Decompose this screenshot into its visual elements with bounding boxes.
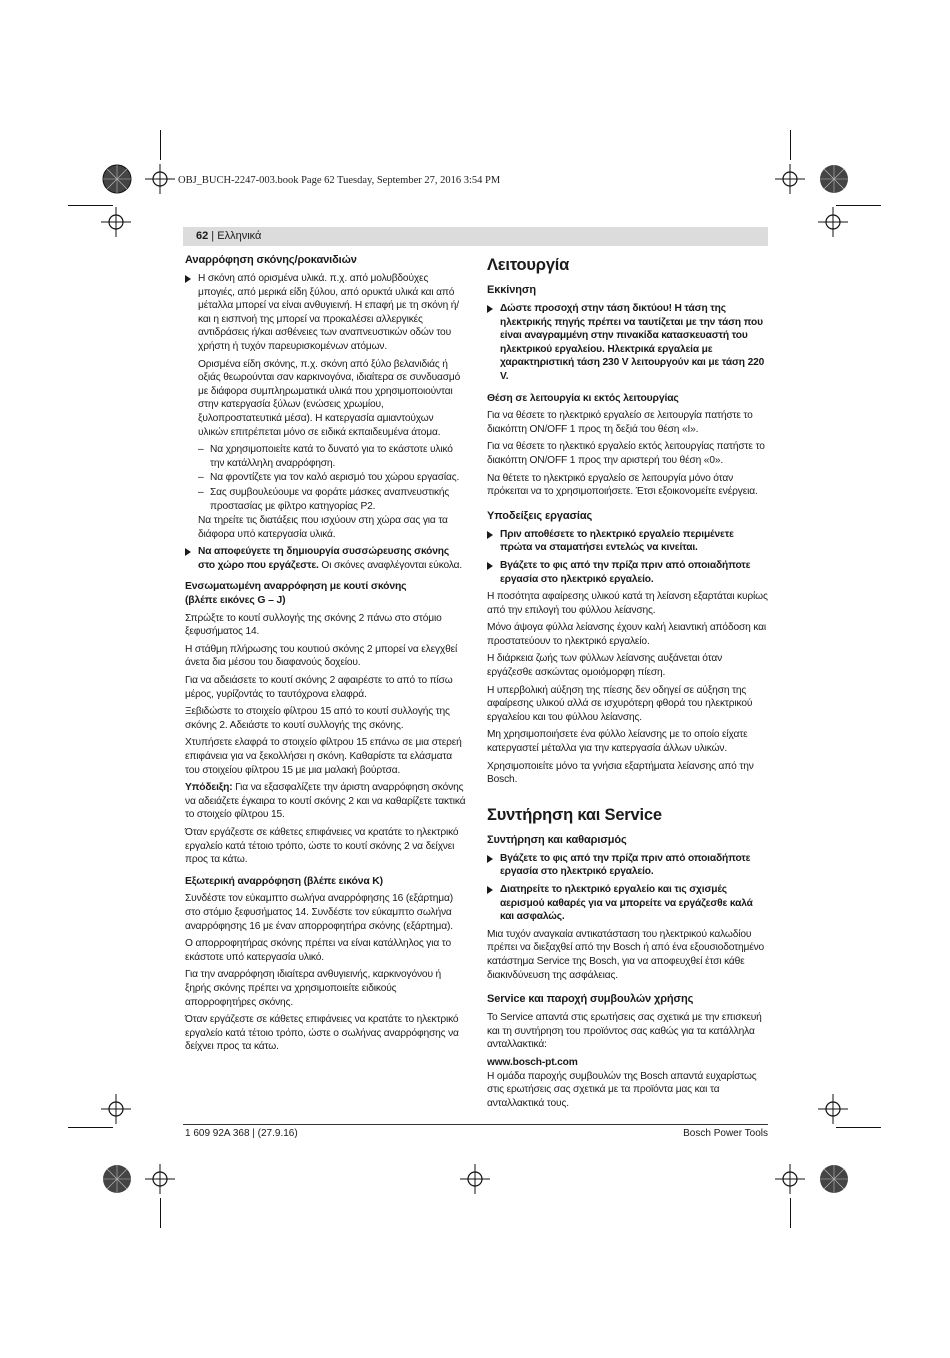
section-heading: Συντήρηση και καθαρισμός <box>487 833 627 846</box>
paragraph: Ο απορροφητήρας σκόνης πρέπει να είναι κατάλληλος για το εκάστοτε υπό κατεργασία υλικό. <box>185 938 452 963</box>
bullet-triangle-icon <box>487 562 493 570</box>
paragraph: Να τηρείτε τις διατάξεις που ισχύουν στη χώρα σας για τα διάφορα υπό κατεργασία υλικά. <box>198 515 448 540</box>
bullet-triangle-icon <box>185 275 191 283</box>
warning-text: Να αποφεύγετε τη δημιουργία συσσώρευσης σκόνης στο χώρο που εργάζεστε. <box>198 546 449 571</box>
paragraph: Χτυπήσετε ελαφρά το στοιχείο φίλτρου 15 επάνω σε μια στερεή επιφάνεια για να ξεκολλήσει η σκόνη. Καθαρίστε τα ελάσματα του στοιχείου φίλτρου 15 με μια μαλακή βούρτσα. <box>185 737 462 776</box>
paragraph: Η στάθμη πλήρωσης του κουτιού σκόνης 2 μπορεί να ελεγχθεί άνετα δια μέσου του διαφανούς δοχείου. <box>185 643 458 669</box>
print-info: OBJ_BUCH-2247-003.book Page 62 Tuesday, September 27, 2016 3:54 PM <box>178 175 501 186</box>
warning-text: Βγάζετε το φις από την πρίζα πριν από οποιαδήποτε εργασία στο ηλεκτρικό εργαλείο. <box>500 852 751 878</box>
registration-mark-icon <box>101 1163 133 1195</box>
note-text: Για να εξασφαλίζετε την άριστη αναρρόφηση σκόνης να αδειάζετε έγκαιρα το κουτί σκόνης 2 και να καθαρίζετε τακτικά το στοιχείο φίλτρου 15. <box>185 782 466 821</box>
bullet-item <box>487 883 768 924</box>
paragraph: Να θέτετε το ηλεκτρικό εργαλείο σε λειτουργία μόνο όταν πρόκειται να το χρησιμοποιήσετε. Έτσι εξοικονομείτε ενέργεια. <box>487 472 758 498</box>
paragraph: Οι σκόνες αναφλέγονται εύκολα. <box>318 559 463 571</box>
crop-mark <box>160 1198 161 1228</box>
bullet-item <box>487 528 768 555</box>
crop-mark <box>836 205 881 206</box>
warning-text: Διατηρείτε το ηλεκτρικό εργαλείο και τις σχισμές αερισμού καθαρές για να μπορείτε να εργάζεσθε καλά και ασφαλώς. <box>500 884 753 923</box>
bullet-triangle-icon <box>487 531 493 539</box>
heading-line: Ενσωματωμένη αναρρόφηση με κουτί σκόνης <box>185 581 407 593</box>
crosshair-icon <box>460 1164 490 1194</box>
paragraph: Όταν εργάζεστε σε κάθετες επιφάνειες να κρατάτε το ηλεκτρικό εργαλείο κατά τέτοιο τρόπο, ώστε το κουτί σκόνης 2 να δείχνει προς τα κάτω. <box>185 826 459 866</box>
note-paragraph <box>185 781 466 822</box>
dash-text: Σας συμβουλεύουμε να φοράτε μάσκες αναπνευστικής προστασίας με φίλτρο κατηγορίας P2. <box>210 486 450 512</box>
registration-mark-icon <box>101 163 133 195</box>
crop-mark <box>68 205 113 206</box>
warning-text: Βγάζετε το φις από την πρίζα πριν από οποιαδήποτε εργασία στο ηλεκτρικό εργαλείο. <box>500 559 751 585</box>
registration-mark-icon <box>818 163 850 195</box>
crop-mark <box>790 130 791 160</box>
dash-text: Να φροντίζετε για τον καλό αερισμό του χώρου εργασίας. <box>210 472 460 484</box>
bullet-item <box>487 852 768 879</box>
paragraph: Η σκόνη από ορισμένα υλικά. π.χ. από μολυβδούχες μπογιές, από μερικά είδη ξύλου, από ορυκτά υλικά και από μέταλλα μπορεί να είναι ανθυγιεινή. Η επαφή με τη σκόνη ή/και η εισπνοή της μπορεί να προκαλέσει αλλεργικές αντιδράσεις ή/και ασθένειες των αναπνευστικών οδών του χρήστη ή τυχόν παρευρισκομένων ατόμων. <box>198 273 459 352</box>
crosshair-icon <box>818 207 848 237</box>
paragraph: Η ομάδα παροχής συμβουλών της Bosch απαντά ευχαρίστως στις ερωτήσεις σας σχετικά με τα προϊόντα μας και τα ανταλλακτικά τους. <box>487 1070 757 1109</box>
section-heading: Εκκίνηση <box>487 284 536 296</box>
footer-divider <box>183 1124 768 1125</box>
section-heading: Αναρρόφηση σκόνης/ροκανιδιών <box>185 254 357 266</box>
crop-mark <box>790 1198 791 1228</box>
bullet-item <box>487 559 768 586</box>
subsection-heading: Θέση σε λειτουργία κι εκτός λειτουργίας <box>487 392 679 404</box>
bullet-triangle-icon <box>487 855 493 863</box>
paragraph: Η υπερβολική αύξηση της πίεσης δεν οδηγεί σε αύξηση της αφαίρεσης υλικού αλλά σε ισχυρότερη φθορά του ηλεκτρικού εργαλείου και του φύλλου λείανσης. <box>487 684 753 723</box>
crosshair-icon <box>775 1164 805 1194</box>
paragraph: Η διάρκεια ζωής των φύλλων λείανσης αυξάνεται όταν εργάζεσθε ασκώντας ομοιόμορφη πίεση. <box>487 653 723 679</box>
crosshair-icon <box>101 207 131 237</box>
paragraph: Για να αδειάσετε το κουτί σκόνης 2 αφαιρέστε το από το πίσω μέρος, γυρίζοντάς το ταυτόχρονα ελαφρά. <box>185 675 453 700</box>
paragraph: Το Service απαντά στις ερωτήσεις σας σχετικά με την επισκευή και τη συντήρηση του προϊόντος σας καθώς για τα κατάλληλα ανταλλακτικά: <box>487 1012 762 1051</box>
paragraph: Μια τυχόν αναγκαία αντικατάσταση του ηλεκτρικού καλωδίου πρέπει να διεξαχθεί από την Bosch ή από ένα εξουσιοδοτημένο κατάστημα Service της Bosch, για να αποφευχθεί έτσι κάθε διακινδύνευση της ασφάλειας. <box>487 928 765 981</box>
left-column <box>185 253 466 1058</box>
crosshair-icon <box>145 1164 175 1194</box>
registration-mark-icon <box>818 1163 850 1195</box>
paragraph: Συνδέστε τον εύκαμπτο σωλήνα αναρρόφησης 16 (εξάρτημα) στο στόμιο ξεφυσήματος 14. Συνδέστε τον εύκαμπτο σωλήνα αναρρόφησης 16 με έναν απορροφητήρα σκόνης (εξάρτημα). <box>185 893 453 932</box>
paragraph: Σπρώξτε το κουτί συλλογής της σκόνης 2 πάνω στο στόμιο ξεφυσήματος 14. <box>185 612 442 638</box>
note-label: Υπόδειξη: <box>185 782 233 794</box>
paragraph: Για να θέσετε το ηλεκτικό εργαλείο εκτός λειτουργίας πατήστε το διακόπτη ON/OFF 1 προς την αριστερή του θέση «0». <box>487 441 765 466</box>
warning-text: Πριν αποθέσετε το ηλεκτρικό εργαλείο περιμένετε πρώτα να σταματήσει εντελώς να κινείται. <box>500 528 734 554</box>
bullet-triangle-icon <box>487 305 493 313</box>
language-label: Ελληνικά <box>217 230 262 242</box>
page-number: 62 <box>196 230 209 242</box>
paragraph: Όταν εργάζεστε σε κάθετες επιφάνειες να κρατάτε το ηλεκτρικό εργαλείο κατά τέτοιο τρόπο, ώστε ο σωλήνας αναρρόφησης να δείχνει προς τα κάτω. <box>185 1014 459 1053</box>
crop-mark <box>68 1127 113 1128</box>
bullet-triangle-icon <box>487 886 493 894</box>
page-header: 62 | Ελληνικά <box>183 227 768 246</box>
footer-doc-number: 1 609 92A 368 | (27.9.16) <box>185 1128 298 1139</box>
paragraph: Μη χρησιμοποιήσετε ένα φύλλο λείανσης με το οποίο είχατε κατεργαστεί μέταλλα για την κατεργασία άλλων υλικών. <box>487 729 748 755</box>
dash-item: – Σας συμβουλεύουμε να φοράτε μάσκες αναπνευστικής προστασίας με φίλτρο κατηγορίας P2. <box>198 486 450 512</box>
crosshair-icon <box>775 164 805 194</box>
bullet-triangle-icon <box>185 548 191 556</box>
subsection-heading: Εξωτερική αναρρόφηση (βλέπε εικόνα K) <box>185 875 383 887</box>
dash-item: – Να φροντίζετε για τον καλό αερισμό του χώρου εργασίας. <box>198 472 460 484</box>
crosshair-icon <box>145 164 175 194</box>
crosshair-icon <box>818 1094 848 1124</box>
subsection-heading <box>185 580 466 607</box>
bullet-item <box>487 302 768 384</box>
crosshair-icon <box>101 1094 131 1124</box>
warning-text: Δώστε προσοχή στην τάση δικτύου! Η τάση της ηλεκτρικής πηγής πρέπει να ταυτίζεται με την τάση που είναι αναγραμμένη στην πινακίδα κατασκευαστή του ηλεκτρικού εργαλείου. Ηλεκτρικά εργαλεία με χαρακτηριστική τάση 230 V λειτουργούν και με τάση 220 V. <box>500 303 765 382</box>
section-heading: Υποδείξεις εργασίας <box>487 509 593 522</box>
chapter-heading: Λειτουργία <box>487 256 570 274</box>
crop-mark <box>836 1127 881 1128</box>
heading-line: (βλέπε εικόνες G – J) <box>185 595 286 607</box>
paragraph: Η ποσότητα αφαίρεσης υλικού κατά τη λείανση εξαρτάται κυρίως από την επιλογή του φύλλου λείανσης. <box>487 591 768 616</box>
footer-brand: Bosch Power Tools <box>683 1128 768 1139</box>
paragraph: Για να θέσετε το ηλεκτρικό εργαλείο σε λειτουργία πατήστε το διακόπτη ON/OFF 1 προς τη δεξιά του θέση «I». <box>487 410 753 435</box>
paragraph: Ορισμένα είδη σκόνης, π.χ. σκόνη από ξύλο βελανιδιάς ή οξιάς θεωρούνται σαν καρκινογόνα, ιδιαίτερα σε συνδυασμό με διάφορα συμπληρωματικά υλικά που χρησιμοποιούνται στην κατεργασία ξύλων (ενώσεις χρωμίου, ξυλοπροστατευτικά μέσα). Η κατεργασία αμιαντούχων υλικών επιτρέπεται μόνο σε ειδικά εκπαιδευμένα άτομα. <box>198 358 461 438</box>
dash-item: – Να χρησιμοποιείτε κατά το δυνατό για το εκάστοτε υλικό την κατάλληλη αναρρόφηση. <box>198 444 453 469</box>
section-heading: Service και παροχή συμβουλών χρήσης <box>487 993 694 1006</box>
right-column <box>487 253 768 1114</box>
paragraph: Χρησιμοποιείτε μόνο τα γνήσια εξαρτήματα λείανσης από την Bosch. <box>487 760 754 786</box>
bullet-item <box>185 545 466 572</box>
paragraph: Ξεβιδώστε το στοιχείο φίλτρου 15 από το κουτί συλλογής της σκόνης 2. Αδειάστε το κουτί συλλογής της σκόνης. <box>185 706 450 731</box>
website-link[interactable]: www.bosch-pt.com <box>487 1056 578 1068</box>
paragraph: Για την αναρρόφηση ιδιαίτερα ανθυγιεινής, καρκινογόνου ή ξηρής σκόνης πρέπει να χρησιμοποιείτε ειδικούς απορροφητήρες σκόνης. <box>185 969 442 1008</box>
crop-mark <box>160 130 161 160</box>
paragraph: Μόνο άψογα φύλλα λείανσης έχουν καλή λειαντική απόδοση και προστατεύουν το ηλεκτρικό εργαλείο. <box>487 622 766 647</box>
chapter-heading: Συντήρηση και Service <box>487 805 662 824</box>
dash-text: Να χρησιμοποιείτε κατά το δυνατό για το εκάστοτε υλικό την κατάλληλη αναρρόφηση. <box>210 444 453 469</box>
bullet-item <box>185 272 466 354</box>
